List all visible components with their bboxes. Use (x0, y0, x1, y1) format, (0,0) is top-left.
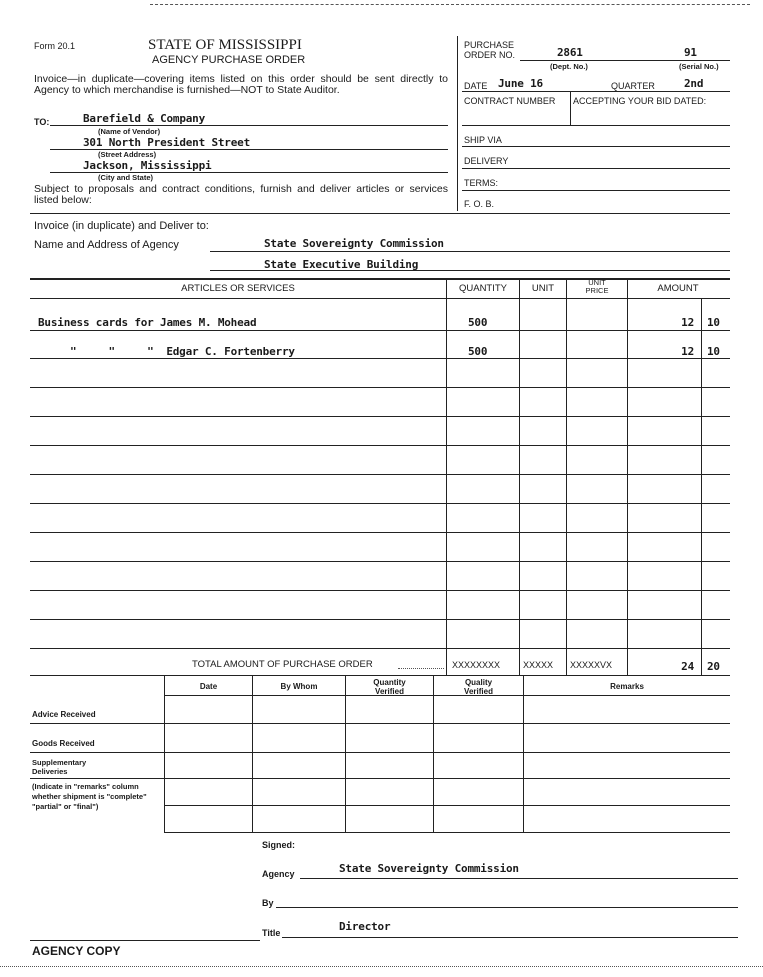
total-unit-mask: XXXXX (523, 660, 554, 670)
ship-via-label: SHIP VIA (464, 135, 502, 145)
amount-header: AMOUNT (657, 283, 699, 294)
receipt-row-line (30, 723, 730, 724)
terms-label: TERMS: (464, 178, 499, 188)
receipt-col-line-quality (523, 675, 524, 832)
agency-copy-label: AGENCY COPY (32, 944, 121, 958)
date-label: DATE (464, 81, 488, 91)
receipt-by-whom-header: By Whom (280, 682, 318, 691)
delivery-agency-name: State Sovereignty Commission (264, 237, 444, 250)
agency-name-line (210, 251, 730, 252)
bid-label: ACCEPTING YOUR BID DATED: (573, 96, 707, 106)
receipt-col-line-by (345, 675, 346, 832)
blank-row-line (30, 445, 730, 446)
blank-row-line (30, 532, 730, 533)
vendor-name: Barefield & Company (83, 112, 206, 125)
po-label: PURCHASE ORDER NO. (464, 40, 516, 60)
serial-caption: (Serial No.) (679, 62, 719, 71)
po-number-line (520, 60, 730, 61)
blank-row-line (30, 648, 730, 649)
to-label: TO: (34, 117, 50, 127)
item-row-2-dollars: 12 (681, 345, 694, 358)
vendor-street-caption: (Street Address) (98, 150, 157, 159)
dept-caption: (Dept. No.) (550, 62, 588, 71)
contract-line (462, 125, 730, 126)
vendor-city-caption: (City and State) (98, 173, 154, 182)
item-row-1-cents: 10 (707, 316, 720, 329)
blank-row-line (30, 561, 730, 562)
total-leader (398, 668, 444, 669)
sig-title-value: Director (339, 920, 391, 933)
receipt-row-line (164, 805, 730, 806)
col-line-unit (519, 278, 520, 675)
form-number: Form 20.1 (34, 41, 76, 51)
item-row-2-quantity: 500 (468, 345, 488, 358)
total-label: TOTAL AMOUNT OF PURCHASE ORDER (192, 659, 373, 670)
item-row-2-article: " " " Edgar C. Fortenberry (70, 345, 295, 358)
blank-row-line (30, 416, 730, 417)
unit-price-header: UNIT PRICE (585, 278, 609, 295)
col-line-amount (627, 278, 628, 675)
receipt-qty-verified-header: Quantity Verified (373, 678, 406, 696)
sig-agency-label: Agency (262, 869, 295, 879)
articles-header: ARTICLES OR SERVICES (181, 283, 295, 294)
form-subtitle: AGENCY PURCHASE ORDER (152, 54, 306, 66)
ship-via-line (462, 146, 730, 147)
sig-title-line (282, 937, 738, 938)
contract-divider (570, 91, 571, 125)
quantity-header: QUANTITY (458, 283, 508, 294)
sig-agency-line (300, 878, 738, 879)
signed-label: Signed: (262, 840, 295, 850)
subject-text: Subject to proposals and contract conditions, furnish and deliver articles or services listed below: (34, 183, 448, 206)
vendor-street: 301 North President Street (83, 136, 250, 149)
total-qty-mask: XXXXXXXX (452, 660, 501, 670)
sig-by-line (276, 907, 738, 908)
sig-title-label: Title (262, 928, 281, 938)
sig-by-label: By (262, 898, 274, 908)
bottom-perforation (0, 966, 763, 967)
unit-header: UNIT (531, 283, 555, 294)
delivery-label: DELIVERY (464, 156, 509, 166)
col-line-quantity (446, 278, 447, 675)
indicate-note: (Indicate in "remarks" column whether shipment is "complete" "partial" or "final") (32, 782, 147, 811)
blank-row-line (30, 474, 730, 475)
receipt-col-line-date (252, 675, 253, 832)
total-price-mask: XXXXXVX (570, 660, 613, 670)
receipt-date-header: Date (199, 682, 218, 691)
blank-row-line (30, 387, 730, 388)
item-row-line-2 (30, 358, 730, 359)
blank-row-line (30, 503, 730, 504)
item-row-2-cents: 10 (707, 345, 720, 358)
form-title: STATE OF MISSISSIPPI (148, 37, 302, 53)
date-line (462, 91, 730, 92)
receipt-row-line (30, 752, 730, 753)
header-divider (457, 36, 458, 211)
vendor-city: Jackson, Mississippi (83, 159, 212, 172)
footer-line (30, 940, 260, 941)
invoice-deliver-label: Invoice (in duplicate) and Deliver to: (34, 220, 209, 232)
blank-row-line (30, 590, 730, 591)
receipt-row-line (30, 778, 730, 779)
item-row-line-1 (30, 330, 730, 331)
vendor-name-caption: (Name of Vendor) (98, 127, 161, 136)
item-row-1-article: Business cards for James M. Mohead (38, 316, 257, 329)
quarter-value: 2nd (684, 77, 704, 90)
header-bottom-line (30, 213, 730, 214)
blank-row-line (30, 619, 730, 620)
item-row-1-quantity: 500 (468, 316, 488, 329)
receipt-header-line (164, 695, 730, 696)
fob-label: F. O. B. (464, 199, 495, 209)
agency-address-label: Name and Address of Agency (34, 239, 179, 251)
receipt-remarks-header: Remarks (610, 682, 644, 691)
vendor-name-line (50, 125, 448, 126)
contract-label: CONTRACT NUMBER (464, 96, 556, 106)
receipt-col-line-label (164, 675, 165, 832)
terms-line (462, 190, 730, 191)
dept-no: 2861 (557, 46, 583, 59)
supplementary-label: Supplementary Deliveries (32, 758, 87, 776)
top-perforation (150, 4, 750, 5)
items-header-line (30, 298, 730, 299)
receipt-col-line-qty (433, 675, 434, 832)
quarter-label: QUARTER (611, 81, 655, 91)
receipt-quality-verified-header: Quality Verified (464, 678, 493, 696)
serial-no: 91 (684, 46, 697, 59)
agency-building-line (210, 270, 730, 271)
goods-received-label: Goods Received (32, 739, 95, 748)
advice-received-label: Advice Received (32, 710, 96, 719)
instructions-text: Invoice—in duplicate—covering items listed on this order should be sent directly to Agency to which merchandise is furnished—NOT to State Auditor. (34, 73, 448, 96)
items-table-bottom (30, 675, 730, 676)
delivery-agency-building: State Executive Building (264, 258, 419, 271)
delivery-line (462, 168, 730, 169)
date-value: June 16 (498, 77, 543, 90)
total-dollars: 24 (681, 660, 694, 673)
item-row-1-dollars: 12 (681, 316, 694, 329)
receipt-table-bottom (164, 832, 730, 833)
sig-agency-value: State Sovereignty Commission (339, 862, 519, 875)
col-line-unit-price (566, 278, 567, 675)
total-cents: 20 (707, 660, 720, 673)
